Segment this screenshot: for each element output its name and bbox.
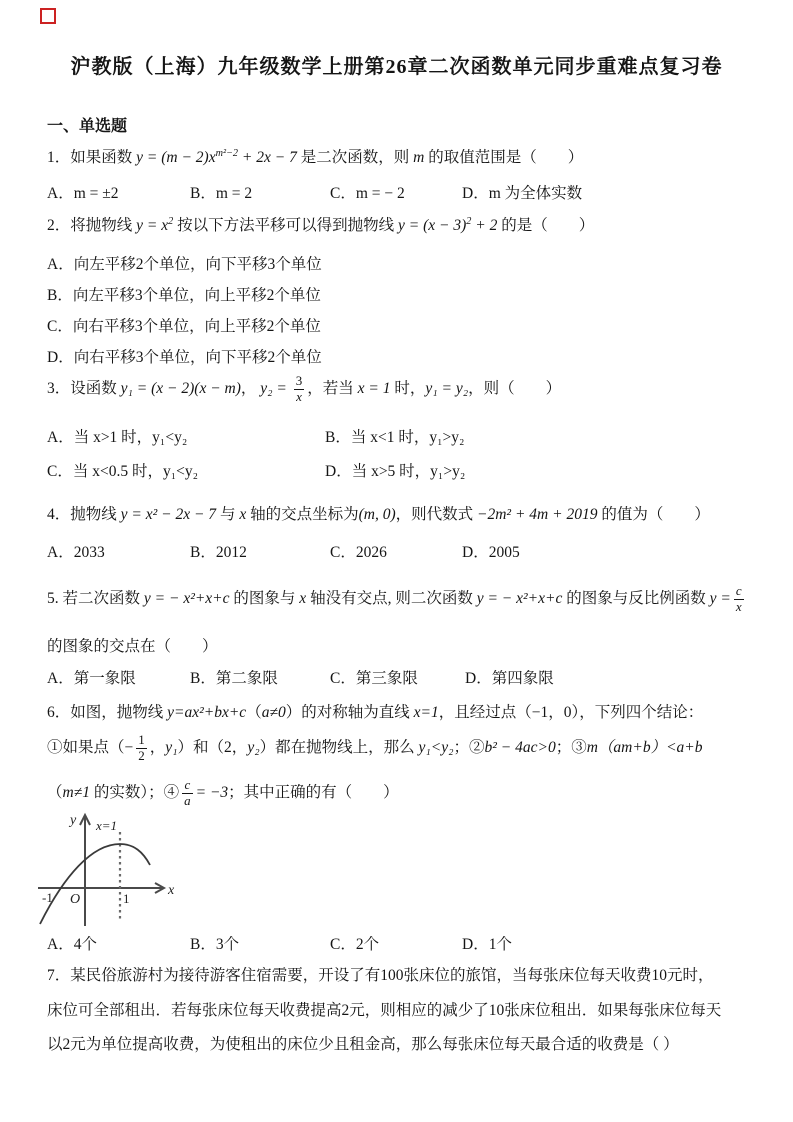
q6-circ1-text: ①如果点（− (47, 739, 134, 756)
y-axis-label: y (70, 813, 77, 828)
q4-text5: 的值为（ ） (597, 506, 710, 523)
x-pos1-tick-label: 1 (123, 891, 130, 906)
q6-fraction-half (136, 733, 147, 764)
q4-option-c: C．2026 (330, 544, 387, 561)
q5-stem-line2: 的图象的交点在（ ） (47, 638, 218, 655)
q2-option-c: C．向右平移3个单位，向上平移2个单位 (47, 318, 321, 335)
q2-math3: + 2 (471, 217, 498, 234)
doc-title: 沪教版（上海）九年级数学上册第26章二次函数单元同步重难点复习卷 (70, 56, 723, 78)
q6-half-denominator: 2 (138, 747, 145, 763)
q5-math: y = − x²+x+c (143, 590, 230, 607)
q6-text3: ）的对称轴为直线 (285, 704, 414, 721)
q6-options (47, 932, 757, 956)
q6-math5: y₂ (247, 739, 260, 756)
q4-math4: −2m² + 4m + 2019 (477, 506, 598, 523)
q6-text9: ；③ (555, 739, 587, 756)
q6-option-d: D．1个 (462, 936, 512, 953)
q5-text2: 的图象与 (229, 590, 300, 607)
q6-option-b: B．3个 (190, 936, 240, 953)
q3-math4: y₁ = y₂ (425, 380, 469, 397)
red-square-marker (40, 8, 56, 24)
q1-option-b: B．m = 2 (190, 185, 253, 202)
q6-math3: x=1 (413, 704, 439, 721)
q6-fraction-ca (182, 778, 193, 809)
q4-option-d: D．2005 (462, 544, 520, 561)
q6-stem-line2 (47, 733, 703, 764)
q5-math3: y = − x²+x+c (476, 590, 563, 607)
q3-math3: x = 1 (357, 380, 391, 397)
q3-text2: ， (240, 380, 261, 397)
q1-exponent: m²−2 (215, 147, 239, 159)
q5-stem-line1 (47, 584, 747, 615)
q3-stem (47, 374, 561, 405)
q4-stem (47, 502, 710, 524)
q7-stem-line1: 7．某民俗旅游村为接待游客住宿需要，开设了有100张床位的旅馆，当每张床位每天收费10元时， (47, 967, 714, 984)
q1-option-a: A．m = ±2 (47, 185, 119, 202)
graph-svg (30, 808, 180, 930)
q6-text: 6．如图，抛物线 (47, 704, 168, 721)
q3-fraction (294, 374, 305, 405)
q5-option-b: B．第二象限 (190, 670, 278, 687)
section-heading: 一、单选题 (47, 118, 128, 135)
q4-text2: 与 (216, 506, 240, 523)
q6-text6: ）和（2， (177, 739, 248, 756)
q2-text2: 按以下方法平移可以得到抛物线 (173, 217, 398, 234)
q3-options-row1 (47, 425, 757, 449)
q6-text11: 的实数）；④ (89, 784, 180, 801)
q2-option-a: A．向左平移2个单位，向下平移3个单位 (47, 256, 322, 273)
q4-math: y = x² − 2x − 7 (120, 506, 217, 523)
q5-option-d: D．第四象限 (465, 670, 554, 687)
x-neg1-tick-label: -1 (42, 890, 53, 905)
q3-option-c: C．当 x<0.5 时，y₁<y₂ (47, 463, 199, 480)
q1-text3: 的取值范围是（ ） (424, 149, 584, 166)
symmetry-line-label: x=1 (96, 818, 118, 833)
q6-math: y=ax²+bx+c (167, 704, 247, 721)
q5-text: 5. 若二次函数 (47, 590, 144, 607)
q3-math: y₁ = (x − 2)(x − m) (120, 380, 241, 397)
q5-math2: x (299, 590, 307, 607)
q6-text12: ；其中正确的有（ ） (228, 784, 399, 801)
q1-stem (47, 145, 583, 167)
q4-text4: ，则代数式 (395, 506, 478, 523)
q6-ca-denominator: a (184, 792, 191, 808)
q4-text3: 轴的交点坐标为 (246, 506, 359, 523)
q6-ca-numerator: c (184, 777, 191, 792)
q4-option-b: B．2012 (190, 544, 247, 561)
q5-fraction (734, 584, 744, 615)
q2-exponent2: 2 (466, 215, 472, 227)
q5-math4: y = (709, 590, 731, 607)
q6-option-a: A．4个 (47, 936, 97, 953)
q2-math: y = x (136, 217, 169, 234)
q1-text: 1．如果函数 (47, 149, 137, 166)
q4-text: 4．抛物线 (47, 506, 121, 523)
q5-text3: 轴没有交点, 则二次函数 (306, 590, 477, 607)
q6-text2: （ (246, 704, 262, 721)
q6-math8: m（am+b）<a+b (586, 739, 703, 756)
q2-stem (47, 213, 594, 235)
q6-option-c: C．2个 (330, 936, 380, 953)
q1-math2: + 2x − 7 (238, 149, 301, 166)
q4-math2: x (239, 506, 247, 523)
q6-text7: ）都在抛物线上，那么 (259, 739, 419, 756)
q6-half-numerator: 1 (138, 732, 145, 747)
q5-option-c: C．第三象限 (330, 670, 418, 687)
q6-parabola-graph (30, 808, 180, 935)
q3-text4: 时， (390, 380, 426, 397)
q3-options-row2 (47, 459, 757, 483)
q4-option-a: A．2033 (47, 544, 105, 561)
q6-math2: a≠0 (261, 704, 286, 721)
q3-text5: ，则（ ） (468, 380, 562, 397)
q6-math6: y₁<y₂ (418, 739, 454, 756)
q6-math7: b² − 4ac>0 (484, 739, 556, 756)
q5-option-a: A．第一象限 (47, 670, 136, 687)
q4-math3: (m, 0) (358, 506, 396, 523)
q2-text: 2．将抛物线 (47, 217, 137, 234)
q1-math: y = (m − 2)x (136, 149, 216, 166)
q6-text10: （ (47, 784, 63, 801)
q6-text4: ，且经过点（−1，0），下列四个结论： (438, 704, 704, 721)
q5-options (47, 666, 757, 690)
q2-math2: y = (x − 3) (397, 217, 467, 234)
q6-math4: y₁ (165, 739, 178, 756)
q3-option-b: B．当 x<1 时，y₁>y₂ (325, 429, 465, 446)
q7-stem-line3: 以2元为单位提高收费，为使租出的床位少且租金高，那么每张床位每天最合适的收费是（ ） (47, 1036, 679, 1053)
origin-label: O (70, 892, 81, 907)
q6-math10: = −3 (195, 784, 229, 801)
q6-text8: ；② (453, 739, 485, 756)
q3-option-d: D．当 x>5 时，y₁>y₂ (325, 463, 466, 480)
q3-text: 3．设函数 (47, 380, 121, 397)
q3-fraction-numerator: 3 (295, 373, 303, 388)
q2-text3: 的是（ ） (497, 217, 595, 234)
q5-text4: 的图象与反比例函数 (562, 590, 710, 607)
q6-math9: m≠1 (62, 784, 90, 801)
q2-option-b: B．向左平移3个单位，向上平移2个单位 (47, 287, 321, 304)
x-axis-label: x (168, 883, 175, 898)
q3-fraction-denominator: x (296, 388, 302, 404)
q1-option-c: C．m = − 2 (330, 185, 405, 202)
q1-math3: m (413, 149, 425, 166)
q5-fraction-numerator: c (735, 583, 742, 598)
q3-text3: ，若当 (307, 380, 358, 397)
q6-text5: ， (149, 739, 166, 756)
q6-stem-line3 (47, 778, 399, 809)
q1-text2: 是二次函数，则 (300, 149, 414, 166)
q2-option-d: D．向右平移3个单位，向下平移2个单位 (47, 349, 322, 366)
q2-exponent: 2 (168, 215, 174, 227)
q7-stem-line2: 床位可全部租出．若每张床位每天收费提高2元，则相应的减少了10张床位租出．如果每张床位每天 (47, 1002, 722, 1019)
q1-option-d: D．m 为全体实数 (462, 185, 583, 202)
q1-options (47, 181, 757, 205)
q5-fraction-denominator: x (735, 598, 742, 614)
parabola-curve (40, 844, 150, 924)
q4-options (47, 540, 757, 564)
q3-option-a: A．当 x>1 时，y₁<y₂ (47, 429, 188, 446)
q6-stem-line1 (47, 700, 703, 722)
q3-math2: y₂ = (260, 380, 291, 397)
